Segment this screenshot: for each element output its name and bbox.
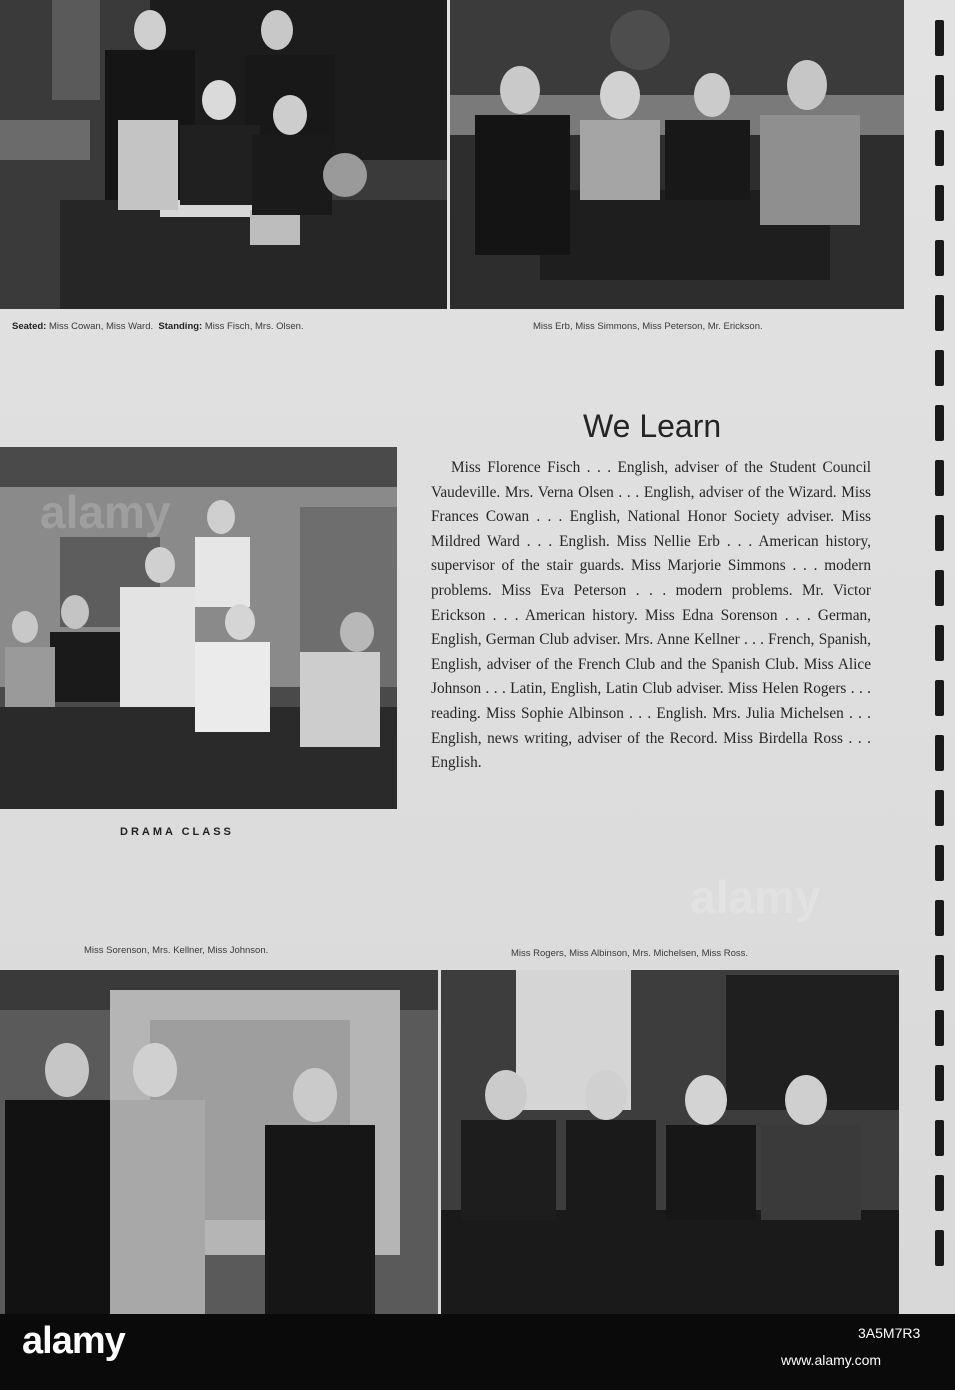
watermark-mid-left: alamy [40,486,171,538]
article-heading: We Learn [583,408,722,444]
image-code: 3A5M7R3 [858,1325,921,1341]
caption-bottom-right: Miss Rogers, Miss Albinson, Mrs. Michelsen, Miss Ross. [511,948,749,959]
alamy-logo: alamy [22,1320,125,1362]
watermark-mid-right: alamy [690,871,821,923]
caption-top-right: Miss Erb, Miss Simmons, Miss Peterson, Mr. Erickson. [533,321,763,332]
caption-top-left: Seated: Miss Cowan, Miss Ward. Standing: Miss Fisch, Mrs. Olsen. [12,321,304,332]
caption-drama-class: DRAMA CLASS [120,826,234,838]
photo-rogers-albinson-michelsen-ross [441,970,899,1314]
photo-sorenson-kellner-johnson [0,970,438,1314]
article-body: Miss Florence Fisch . . . English, adviser of the Student Council Vaudeville. Mrs. Verna Olsen . . . English, adviser of the Wizard. Miss Frances Cowan . . . English, National Honor Society adviser. Miss Mildred Ward . . . English. Miss Nellie Erb . . . American history, supervisor of the stair guards. Miss Marjorie Simmons . . . modern problems. Miss Eva Peterson . . . modern problems. Mr. Victor Erickson . . . American history. Miss Edna Sorenson . . . German, English, German Club adviser. Mrs. Anne Kellner . . . French, Spanish, English, adviser of the French Club and the Spanish Club. Miss Alice Johnson . . . Latin, English, Latin Club adviser. Miss Helen Rogers . . . reading. Miss Sophie Albinson . . . English. Mrs. Julia Michelsen . . . English, news writing, adviser of the Record. Miss Birdella Ross . . . English. [431,459,871,772]
site-url: www.alamy.com [781,1352,882,1368]
photo-erb-simmons-peterson-erickson [450,0,904,309]
photo-cowan-ward-fisch-olsen [0,0,447,309]
caption-bottom-left: Miss Sorenson, Mrs. Kellner, Miss Johnson. [84,945,269,956]
spiral-binding [925,0,955,1314]
